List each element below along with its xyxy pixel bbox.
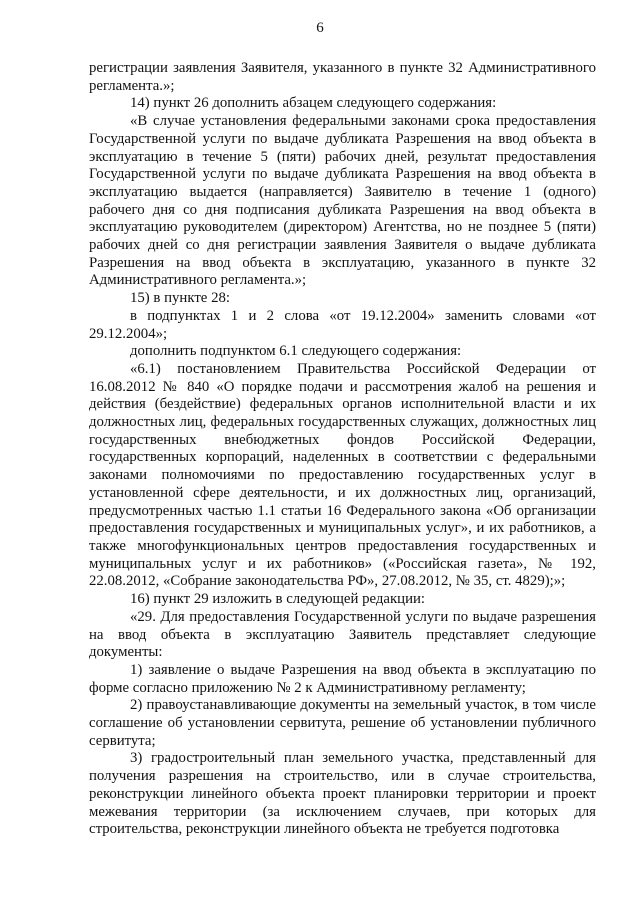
paragraph-list-3: 3) градостроительный план земельного участка, представленный для получения разрешения на строительство, или в случае строительства, реконструкции линейного объекта проект планировки территории и проект межевания территории (за исключением случаев, при которых для строительства, реконструкции линейного объекта не требуется подготовка — [89, 750, 596, 838]
paragraph-subitems-date-change: в подпунктах 1 и 2 слова «от 19.12.2004» заменить словами «от 29.12.2004»; — [89, 307, 596, 342]
page-number: 6 — [316, 20, 324, 36]
paragraph-continuation: регистрации заявления Заявителя, указанного в пункте 32 Административного регламента.»; — [89, 60, 596, 94]
paragraph-add-subitem-6-1: дополнить подпунктом 6.1 следующего содержания: — [130, 343, 462, 360]
paragraph-quote-6-1: «6.1) постановлением Правительства Российской Федерации от 16.08.2012 № 840 «О порядке подачи и рассмотрения жалоб на решения и действия (бездействие) федеральных органов исполнительной власти и их должностных лиц, федеральных государственных служащих, должностных лиц государственных внебюджетных фондов Российской Федерации, государственных корпораций, наделенных в соответствии с федеральными законами полномочиями по предоставлению государственных услуг в установленной сфере деятельности, и их должностных лиц, организаций, предусмотренных частью 1.1 статьи 16 Федерального закона «Об организации предоставления государственных и муниципальных услуг», и их работников, а также многофункциональных центров предоставления государственных и муниципальных услуг и их работников» («Российская газета», № 192, 22.08.2012, «Собрание законодательства РФ», 27.08.2012, № 35, ст. 4829);»; — [89, 360, 596, 590]
paragraph-item-16: 16) пункт 29 изложить в следующей редакции: — [130, 591, 426, 608]
paragraph-list-2: 2) правоустанавливающие документы на земельный участок, в том числе соглашение об установлении сервитута, решение об установлении публичного сервитута; — [89, 697, 596, 749]
paragraph-quote-29: «29. Для предоставления Государственной услуги по выдаче разрешения на ввод объекта в эксплуатацию Заявитель представляет следующие документы: — [89, 608, 596, 661]
paragraph-quote-duplicate-term: «В случае установления федеральными законами срока предоставления Государственной услуги по выдаче дубликата Разрешения на ввод объекта в эксплуатацию в течение 5 (пяти) рабочих дней, результат предоставления Государственной услуги по выдаче дубликата Разрешения на ввод объекта в эксплуатацию выдается (направляется) Заявителю в течение 1 (одного) рабочего дня со дня подписания дубликата Разрешения на ввод объекта в эксплуатацию руководителем (директором) Агентства, но не позднее 5 (пяти) рабочих дней со дня регистрации заявления Заявителя о выдаче дубликата Разрешения на ввод объекта в эксплуатацию, указанного в пункте 32 Административного регламента.»; — [89, 113, 596, 289]
paragraph-item-15: 15) в пункте 28: — [130, 290, 230, 307]
paragraph-item-14: 14) пункт 26 дополнить абзацем следующего содержания: — [130, 95, 497, 112]
document-body — [89, 60, 596, 839]
paragraph-list-1: 1) заявление о выдаче Разрешения на ввод объекта в эксплуатацию по форме согласно приложению № 2 к Административному регламенту; — [89, 661, 596, 696]
